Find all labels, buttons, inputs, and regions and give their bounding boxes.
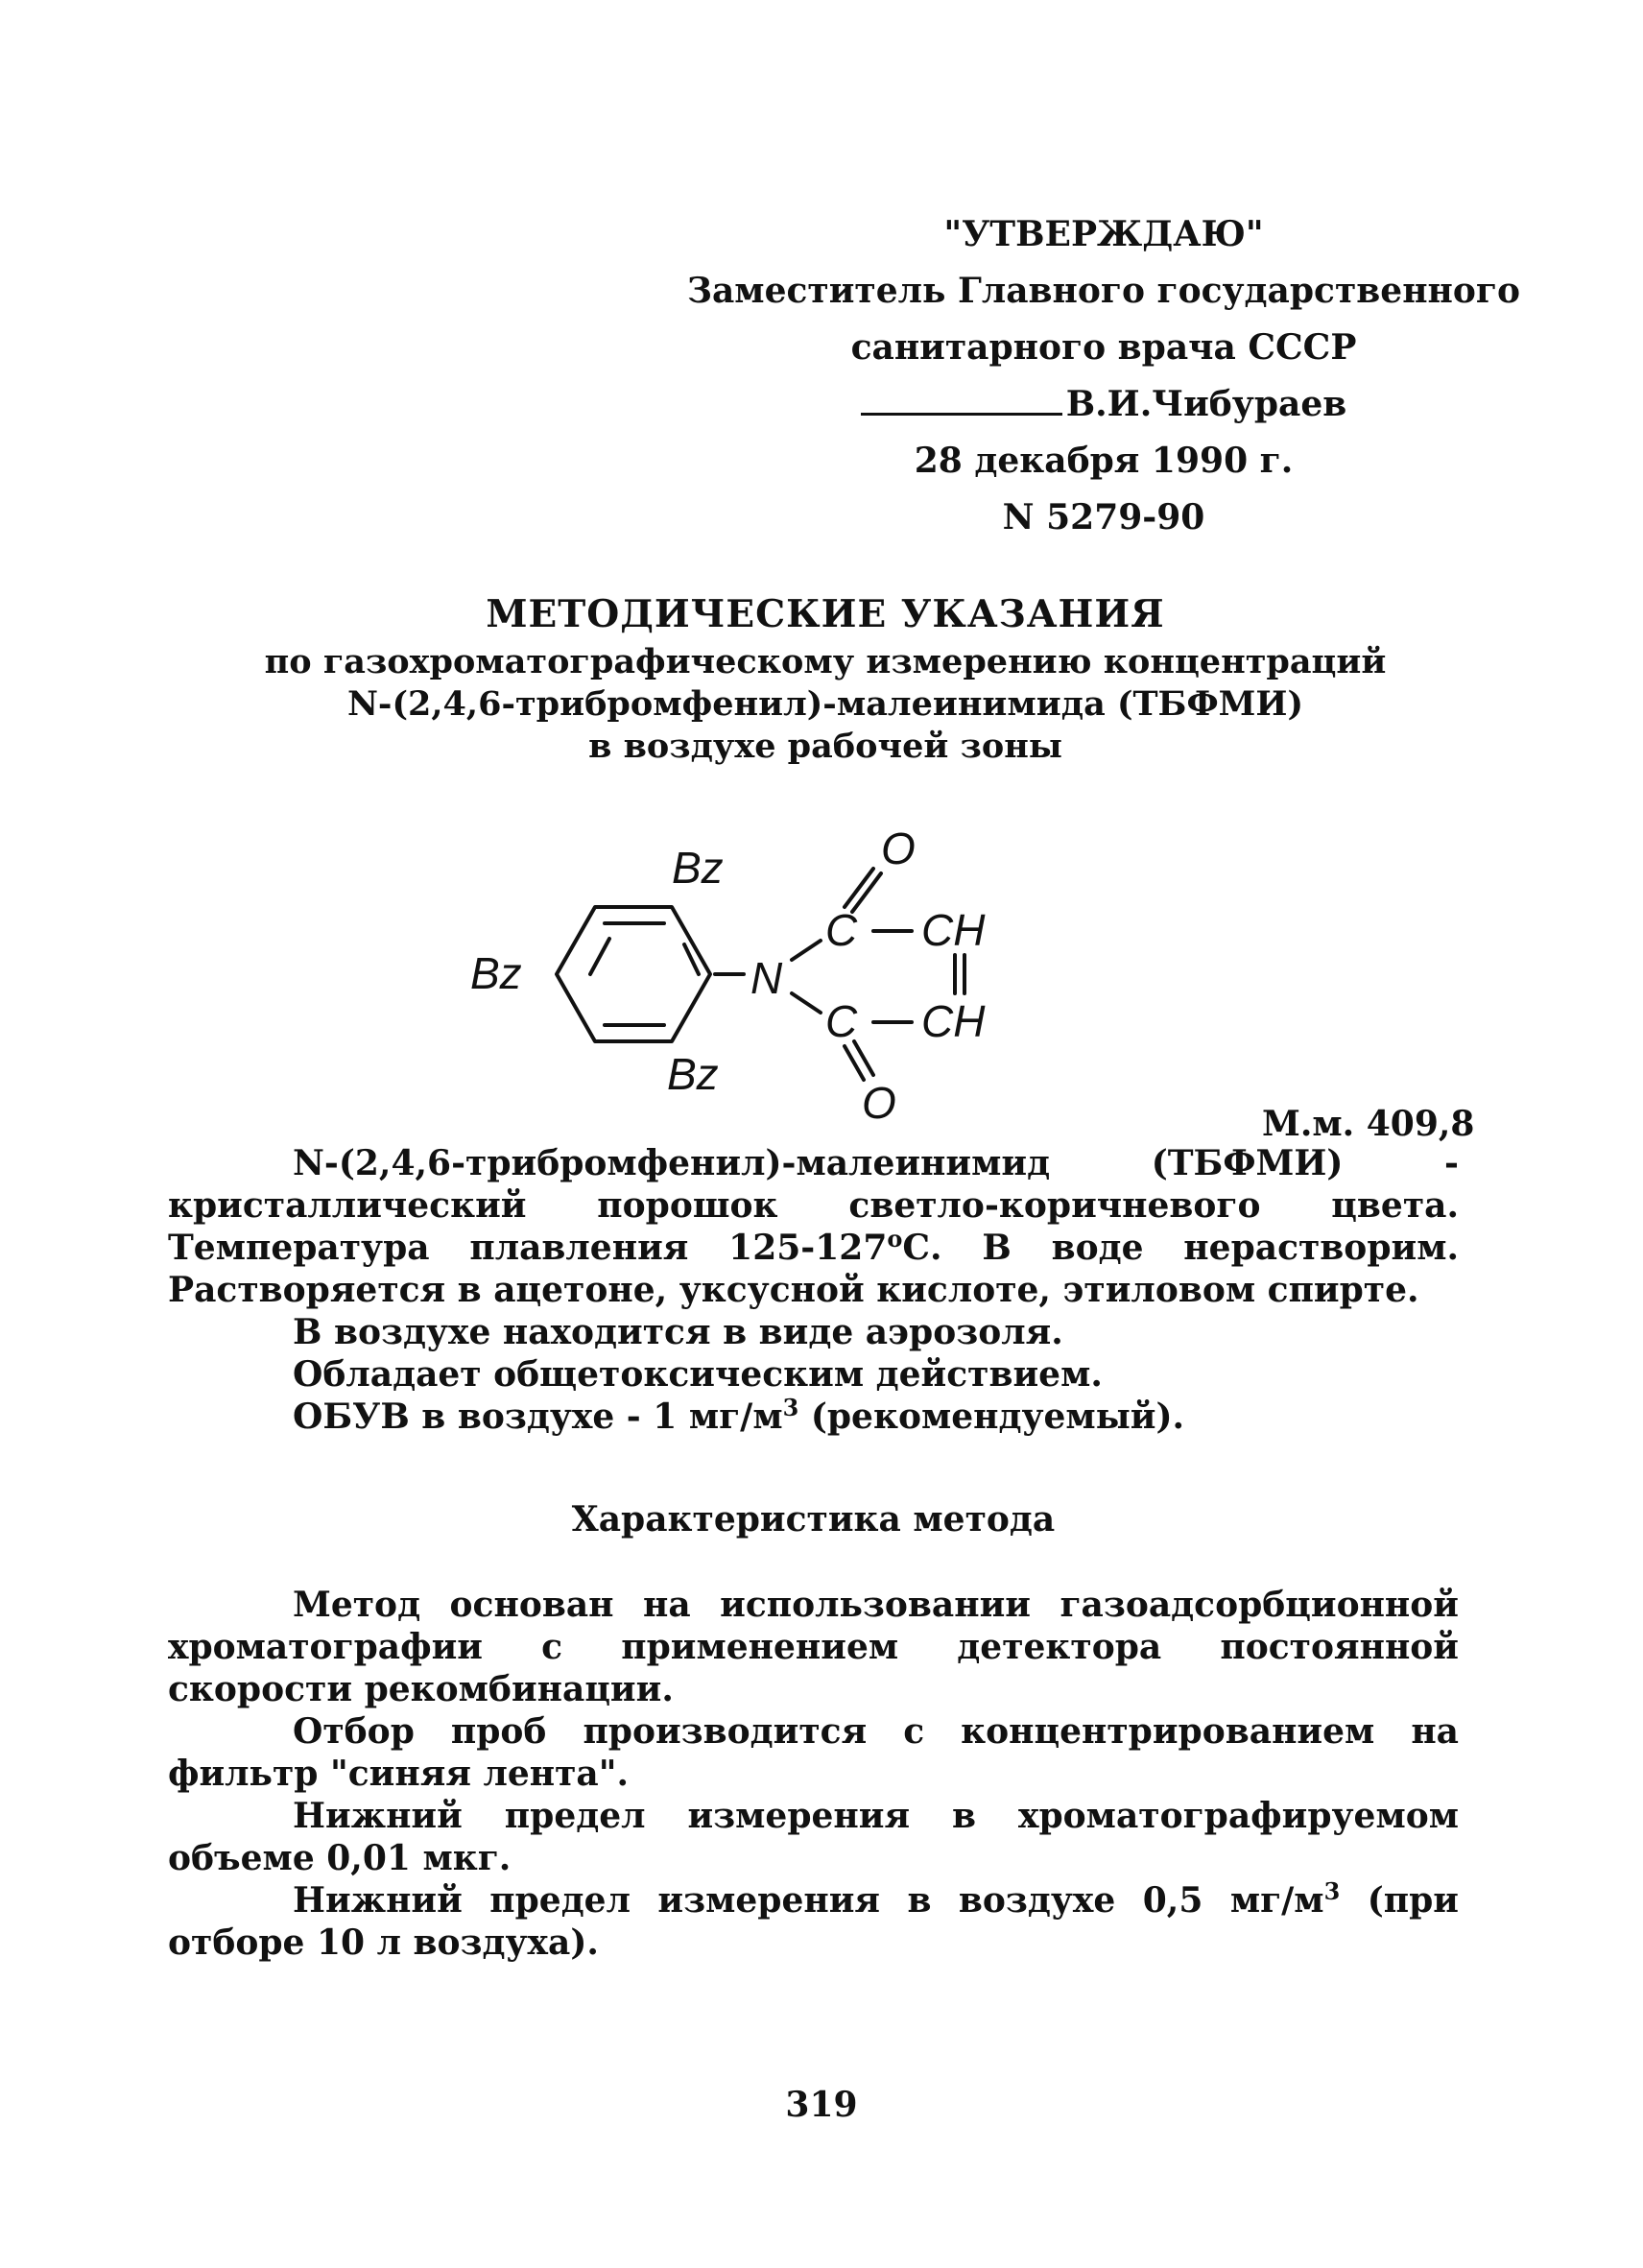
- title-scope: в воздухе рабочей зоны: [588, 727, 1062, 766]
- signature-name: В.И.Чибураев: [1065, 384, 1347, 424]
- method-section: [168, 1584, 1459, 1964]
- molar-mass: М.м. 409,8: [1262, 1104, 1475, 1144]
- degree-symbol: о: [887, 1225, 903, 1253]
- approval-heading: "УТВЕРЖДАЮ": [943, 214, 1264, 254]
- page-number: 319: [785, 2085, 858, 2125]
- approval-position-cont: санитарного врача СССР: [850, 327, 1357, 368]
- description-paragraph: N-(2,4,6-трибромфенил)-малеинимид (ТБФМИ) - кристаллический порошок светло-коричневого цвета. Температура плавления $125-127^оС$. В воде нерастворим. Растворяется в ацетоне, уксусной кислоте, этиловом спирте.: [168, 1143, 1459, 1310]
- description-section: [168, 1142, 1459, 1438]
- oxygen-bottom-label: O: [862, 1078, 896, 1128]
- approval-position: Заместитель Главного государственного: [687, 271, 1520, 311]
- approval-date: 28 декабря 1990 г.: [914, 441, 1294, 481]
- chemical-structure-drawing: [451, 816, 1123, 1142]
- approval-number: N 5279-90: [1002, 497, 1205, 537]
- document-title: [230, 587, 1420, 768]
- signature-line: [861, 380, 1062, 416]
- nitrogen-label: N: [750, 953, 783, 1003]
- bromine-bottom-label: Bz: [667, 1049, 719, 1099]
- ch-top-label: CH: [921, 905, 986, 955]
- detection-limit-paragraph: Нижний предел измерения в хроматографируемом объеме 0,01 мкг.: [168, 1796, 1459, 1878]
- obuv-statement: ОБУВ в воздухе - 1 $мг/м^3$ (рекомендуемый).: [293, 1394, 1185, 1437]
- title-compound: N-(2,4,6-трибромфенил)-малеинимида (ТБФМИ): [346, 684, 1304, 724]
- sampling-paragraph: Отбор проб производится с концентрированием на фильтр "синяя лента".: [168, 1711, 1459, 1794]
- benzene-ring: [557, 907, 710, 1041]
- method-heading: Характеристика метода: [571, 1499, 1056, 1540]
- carbon-bottom-label: C: [825, 996, 858, 1046]
- approval-block: [672, 206, 1536, 546]
- toxicity-statement: Обладает общетоксическим действием.: [293, 1354, 1103, 1395]
- method-paragraph: Метод основан на использовании газоадсорбционной хроматографии с применением детектора постоянной скорости рекомбинации.: [168, 1585, 1459, 1709]
- ch-bottom-label: CH: [921, 996, 986, 1046]
- aerosol-statement: В воздухе находится в виде аэрозоля.: [293, 1312, 1063, 1352]
- oxygen-top-label: O: [881, 824, 916, 873]
- air-limit-paragraph: Нижний предел измерения в воздухе 0,5 $мг/м^3$ (при отборе 10 л воздуха).: [168, 1877, 1459, 1963]
- bromine-left-label: Bz: [470, 948, 522, 998]
- approval-signature: [672, 376, 1536, 433]
- title-subject: по газохроматографическому измерению концентраций: [264, 642, 1387, 681]
- bromine-top-label: Bz: [672, 843, 724, 893]
- carbon-top-label: C: [825, 905, 858, 955]
- title-main: МЕТОДИЧЕСКИЕ УКАЗАНИЯ: [486, 592, 1165, 636]
